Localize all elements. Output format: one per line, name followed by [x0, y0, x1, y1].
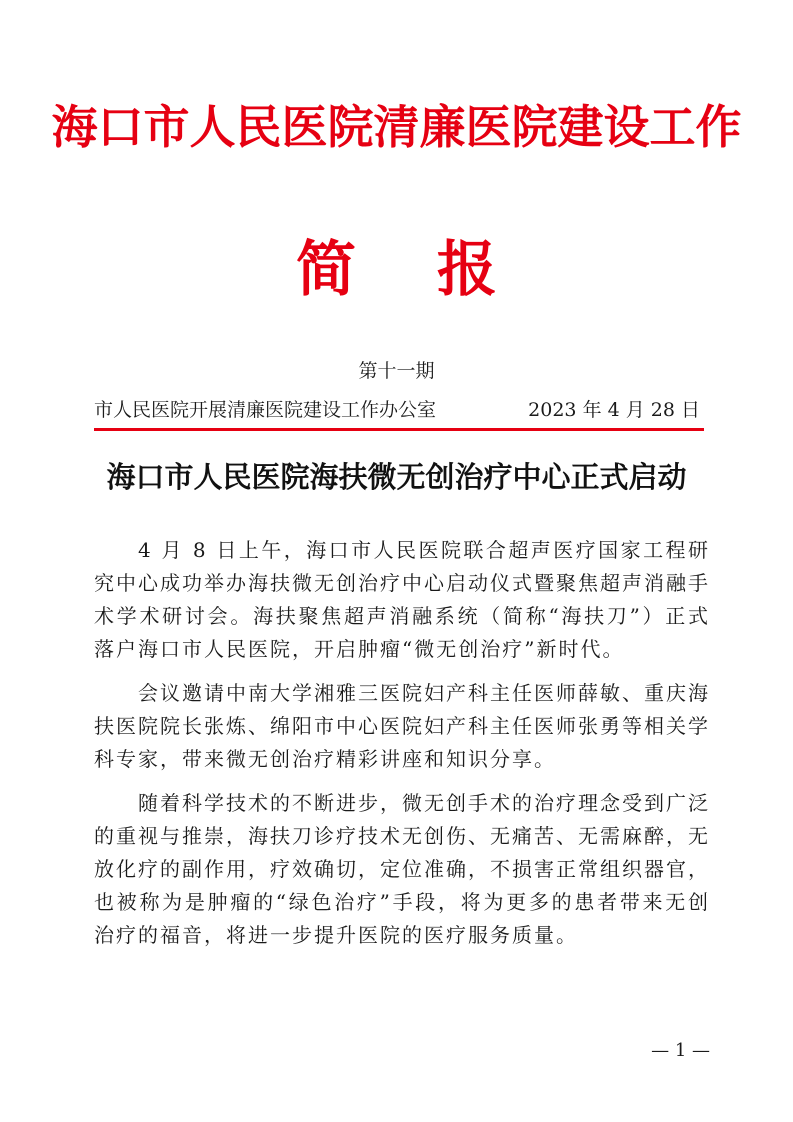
paragraph: 4 月 8 日上午，海口市人民医院联合超声医疗国家工程研究中心成功举办海扶微无创治疗中心启动仪式暨聚焦超声消融手术学术研讨会。海扶聚焦超声消融系统（简称“海扶刀”）正式落户海口市人民医院，开启肿瘤“微无创治疗”新时代。 — [94, 538, 710, 661]
publisher-office: 市人民医院开展清廉医院建设工作办公室 — [94, 399, 437, 421]
paragraph: 会议邀请中南大学湘雅三医院妇产科主任医师薛敏、重庆海扶医院院长张炼、绵阳市中心医院妇产科主任医师张勇等相关学科专家，带来微无创治疗精彩讲座和知识分享。 — [94, 681, 710, 771]
article-headline: 海口市人民医院海扶微无创治疗中心正式启动 — [106, 460, 687, 494]
article-body — [94, 534, 710, 963]
masthead-subtitle: 简 报 — [296, 235, 527, 305]
page-number: — 1 — — [651, 1040, 710, 1061]
issue-number: 第十一期 — [358, 360, 435, 382]
publisher-line — [94, 396, 700, 424]
masthead-title: 海口市人民医院清廉医院建设工作 — [51, 100, 742, 154]
publish-date: 2023 年 4 月 28 日 — [528, 399, 700, 421]
red-divider — [94, 428, 704, 431]
paragraph: 随着科学技术的不断进步，微无创手术的治疗理念受到广泛的重视与推崇，海扶刀诊疗技术无创伤、无痛苦、无需麻醉，无放化疗的副作用，疗效确切，定位准确，不损害正常组织器官，也被称为是肿瘤的“绿色治疗”手段，将为更多的患者带来无创治疗的福音，将进一步提升医院的医疗服务质量。 — [94, 791, 710, 947]
